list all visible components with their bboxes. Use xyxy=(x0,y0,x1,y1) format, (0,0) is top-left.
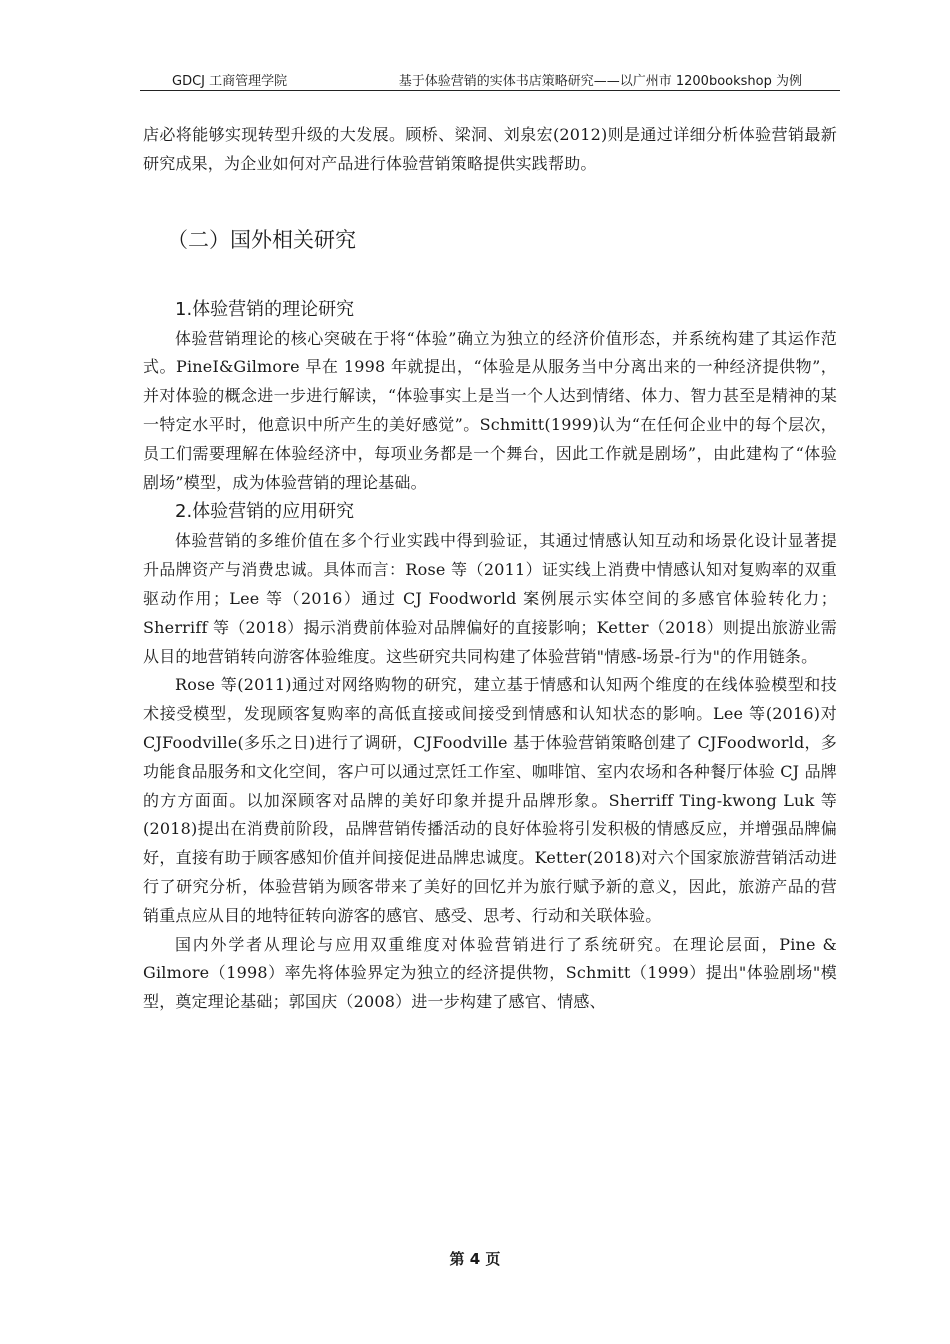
paragraph-review: 国内外学者从理论与应用双重维度对体验营销进行了系统研究。在理论层面，Pine & Gilmore（1998）率先将体验界定为独立的经济提供物，Schmitt（1999）提出"体验剧场"模型，奠定理论基础；郭国庆（2008）进一步构建了感官、情感、 xyxy=(143,934,837,1012)
page-body xyxy=(143,121,837,1017)
header-institution: GDCJ 工商管理学院 xyxy=(172,74,288,89)
section-heading: （二）国外相关研究 xyxy=(167,227,356,252)
page-header xyxy=(140,70,840,91)
page-number: 第 4 页 xyxy=(449,1250,501,1268)
subsection-heading-application: 2.体验营销的应用研究 xyxy=(175,501,355,523)
paragraph-application-detail: Rose 等(2011)通过对网络购物的研究，建立基于情感和认知两个维度的在线体验模型和技术接受模型，发现顾客复购率的高低直接或间接受到情感和认知状态的影响。Lee 等(2016)对 CJFoodville(多乐之日)进行了调研，CJFoodville 基于体验营销策略创建了 CJFoodworld，多功能食品服务和文化空间，客户可以通过烹饪工作室、咖啡馆、室内农场和各种餐厅体验 CJ 品牌的方方面面。以加深顾客对品牌的美好印象并提升品牌形象。Sherriff Ting-kwong Luk 等(2018)提出在消费前阶段，品牌营销传播活动的良好体验将引发积极的情感反应，并增强品牌偏好，直接有助于顾客感知价值并间接促进品牌忠诚度。Ketter(2018)对六个国家旅游营销活动进行了研究分析，体验营销为顾客带来了美好的回忆并为旅行赋予新的意义，因此，旅游产品的营销重点应从目的地特征转向游客的感官、感受、思考、行动和关联体验。 xyxy=(143,675,837,925)
subsection-heading-theory: 1.体验营销的理论研究 xyxy=(175,298,355,320)
paragraph-application-summary: 体验营销的多维价值在多个行业实践中得到验证，其通过情感认知互动和场景化设计显著提升品牌资产与消费忠诚。具体而言：Rose 等（2011）证实线上消费中情感认知对复购率的双重驱动作用；Lee 等（2016）通过 CJ Foodworld 案例展示实体空间的多感官体验转化力；Sherriff 等（2018）揭示消费前体验对品牌偏好的直接影响；Ketter（2018）则提出旅游业需从目的地营销转向游客体验维度。这些研究共同构建了体验营销"情感-场景-行为"的作用链条。 xyxy=(143,531,837,666)
paragraph-continued: 店必将能够实现转型升级的大发展。顾桥、梁洞、刘泉宏(2012)则是通过详细分析体验营销最新研究成果，为企业如何对产品进行体验营销策略提供实践帮助。 xyxy=(143,125,837,173)
header-thesis-title: 基于体验营销的实体书店策略研究——以广州市 1200bookshop 为例 xyxy=(398,74,802,89)
paragraph-theory: 体验营销理论的核心突破在于将“体验”确立为独立的经济价值形态，并系统构建了其运作范式。PineI&Gilmore 早在 1998 年就提出，“体验是从服务当中分离出来的一种经济提供物”，并对体验的概念进一步进行解读，“体验事实上是当一个人达到情绪、体力、智力甚至是精神的某一特定水平时，他意识中所产生的美好感觉”。Schmitt(1999)认为“在任何企业中的每个层次，员工们需要理解在体验经济中，每项业务都是一个舞台，因此工作就是剧场”，由此建构了“体验剧场”模型，成为体验营销的理论基础。 xyxy=(143,328,837,492)
